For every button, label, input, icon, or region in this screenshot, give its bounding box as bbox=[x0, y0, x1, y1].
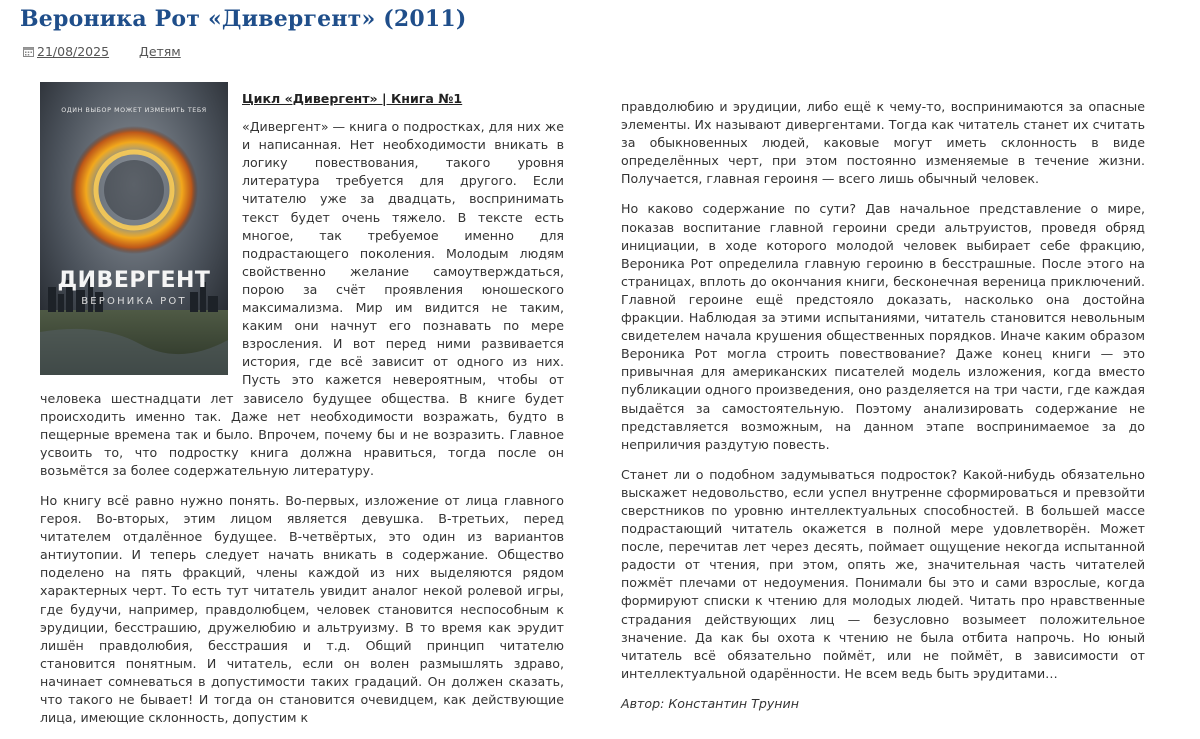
calendar-icon bbox=[23, 46, 34, 57]
author-credit: Автор: Константин Трунин bbox=[621, 695, 799, 711]
cover-tagline: ОДИН ВЫБОР МОЖЕТ ИЗМЕНИТЬ ТЕБЯ bbox=[61, 107, 207, 114]
post-date-link[interactable]: 21/08/2025 bbox=[37, 44, 110, 59]
article-title: Вероника Рот «Дивергент» (2011) bbox=[20, 6, 467, 32]
cover-book-title: ДИВЕРГЕНТ bbox=[57, 268, 211, 293]
book-cover-image bbox=[40, 82, 228, 375]
series-heading: Цикл «Дивергент» | Книга №1 bbox=[242, 91, 463, 106]
paragraph-2: Но книгу всё равно нужно понять. Во-первых, изложение от лица главного героя. Во-вторых, этим лицом является девушка. В-третьих, перед читателем отдалённое будущее. В-четвёртых, это один из вариантов антиутопии. И теперь следует начать вникать в содержание. Общество поделено на пять фракций, члены каждой из них выделяются рядом характерных черт. То есть тут читатель увидит аналог некой ролевой игры, где будучи, например, правдолюбцем, человек становится неспособным к эрудиции, бесстрашию, дружелюбию и альтруизму. В то время как эрудит лишён правдолюбия, бесстрашия и т.д. Общий принцип читателю становится понятным. И читатель, если он волен размышлять здраво, начинает сомневаться в допустимости таких градаций. Он должен сказать, что такого не бывает! И тогда он становится очевидцем, как действующие лица, имеющие склонность, допустим к bbox=[40, 492, 564, 726]
paragraph-1: «Дивергент» — книга о подростках, для них же и написанная. Нет необходимости вникать в логику повествования, такого уровня литература требуется для другого. Если читателю уже за двадцать, воспринимать текст будет очень тяжело. В тексте есть многое, так требуемое именно для подрастающего поколения. Молодым людям свойственно желание самоутверждаться, порою за счёт проявления юношеского максимализма. Мир им видится не таким, каким они начнут его познавать по мере взросления. И вот перед ними развивается история, где всё зависит от одного из них. Пусть это кажется невероятным, чтобы от человека шестнадцати лет зависело будущее общества. В книге будет происходить именно так. Даже нет необходимости возражать, будто в пещерные времена так и было. Впрочем, почему бы и не возразить. Главное усвоить то, что подростку книга должна нравиться, тогда после он возьмётся за более содержательную литературу. bbox=[40, 119, 564, 478]
category-link[interactable]: Детям bbox=[139, 44, 181, 59]
paragraph-5: Станет ли о подобном задумываться подросток? Какой-нибудь обязательно выскажет недовольство, если успел внутренне сформироваться и превзойти сверстников по уровню интеллектуальных способностей. В большей массе подрастающий читатель окажется в полной мере удовлетворён. Может после, перечитав лет через десять, поймает ощущение некогда испытанной радости от чтения, при этом, опять же, значительная часть читателей пожмёт плечами от недоумения. Понимали бы это и сами взрослые, когда формируют списки к чтению для молодых людей. Читать про нравственные страдания действующих лиц — безусловно возымеет положительное значение. Да как бы охота к чтению не была отбита напрочь. Но юный читатель всё обязательно поймёт, или не поймёт, в зависимости от интеллектуальной одарённости. Не всем ведь быть эрудитами… bbox=[621, 466, 1145, 681]
paragraph-3: правдолюбию и эрудиции, либо ещё к чему-то, воспринимаются за опасные элементы. Их называют дивергентами. Тогда как читатель станет их считать за обыкновенных людей, каковые могут иметь склонность в виде определённых черт, при этом постоянно изменяемые в течение жизни. Получается, главная героиня — всего лишь обычный человек. bbox=[621, 99, 1145, 187]
post-meta bbox=[23, 44, 181, 59]
paragraph-4: Но каково содержание по сути? Дав начальное представление о мире, показав воспитание главной героини среди альтруистов, проведя обряд инициации, в ходе которого молодой человек выбирает себе фракцию, Вероника Рот определила главную героиню в бесстрашные. После этого на страницах, вплоть до окончания книги, бесконечная вереница приключений. Главной героине ещё предстояло доказать, насколько она достойна фракции. Наблюдая за этими испытаниями, читатель становится невольным свидетелем начала крушения общественных порядков. Иначе каким образом Вероника Рот могла строить повествование? Даже конец книги — это привычная для американских писателей модель изложения, когда вместо публикации одного произведения, оно разделяется на три части, где каждая выдаётся за самостоятельную. Поэтому анализировать содержание не представляется возможным, на данном этапе воспринимаемое за до неприличия раздутую повесть. bbox=[621, 201, 1145, 452]
article-column-left bbox=[40, 80, 564, 739]
cover-author: ВЕРОНИКА РОТ bbox=[81, 296, 187, 307]
article-column-right bbox=[621, 98, 1145, 725]
